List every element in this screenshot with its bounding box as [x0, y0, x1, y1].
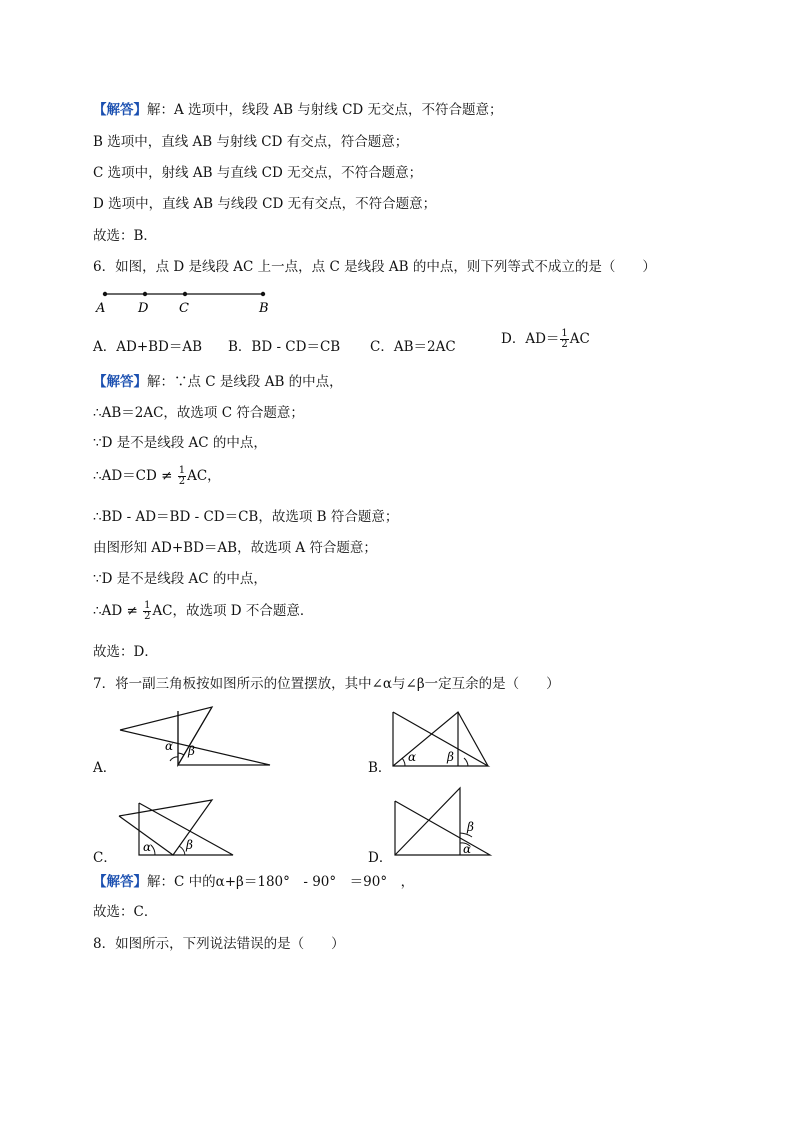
q7-figure-b	[388, 708, 492, 770]
q6-answer-line-6: 由图形知 AD+BD＝AB，故选项 A 符合题意；	[93, 540, 377, 556]
answer-intro: 解：∵点 C 是线段 AB 的中点，	[147, 374, 343, 390]
q6-answer-line-3: ∵D 是不是线段 AC 的中点，	[93, 435, 267, 451]
q6-answer-line-4	[93, 466, 221, 487]
q6-question: 6．如图，点 D 是线段 AC 上一点，点 C 是线段 AB 的中点，则下列等式不成立的是（ ）	[93, 259, 656, 275]
q5-text-1: A 选项中，线段 AB 与射线 CD 无交点，不符合题意；	[174, 102, 503, 118]
alpha-label: α	[463, 842, 472, 856]
q6-answer-line-8	[93, 601, 313, 622]
alpha-label: α	[408, 750, 417, 764]
alpha-label: α	[143, 840, 152, 854]
q7-answer-text: 解：C 中的α+β＝180° - 90° ＝90° ，	[147, 874, 415, 890]
q6-option-d-suffix: AC	[569, 331, 590, 347]
q6-option-a: A．AD+BD＝AB	[93, 339, 203, 355]
q7-figure-a	[115, 703, 275, 769]
point-d	[143, 292, 147, 296]
q6-answer-line-1	[93, 373, 343, 391]
s3-suffix: AC，	[187, 468, 221, 484]
q5-choose: 故选：B．	[93, 228, 157, 244]
triangle-a2	[178, 707, 212, 765]
q6-answer-line-2: ∴AB＝2AC，故选项 C 符合题意；	[93, 405, 304, 421]
q7-label-b: B．	[368, 760, 392, 776]
q6-option-d	[501, 327, 590, 350]
fraction-numerator: 1	[144, 600, 151, 611]
q6-answer-line-5: ∴BD - AD＝BD - CD＝CB，故选项 B 符合题意；	[93, 509, 399, 525]
q6-choose: 故选：D．	[93, 644, 158, 660]
triangle-c2	[119, 800, 212, 855]
answer-intro: 解：	[147, 102, 174, 118]
answer-tag: 【解答】	[93, 102, 147, 118]
q6-option-b: B．BD - CD＝CB	[228, 339, 341, 355]
label-d: D	[138, 301, 149, 316]
q7-figure-d	[390, 783, 494, 859]
alpha-label: α	[165, 739, 174, 753]
q6-answer-line-7: ∵D 是不是线段 AC 的中点，	[93, 571, 267, 587]
beta-label: β	[188, 744, 195, 758]
fraction-denominator: 2	[561, 339, 568, 350]
q5-answer-line-2: B 选项中，直线 AB 与射线 CD 有交点，符合题意；	[93, 134, 409, 150]
s7-prefix: ∴AD ≠	[93, 603, 143, 619]
q6-option-c: C．AB＝2AC	[370, 339, 456, 355]
beta-label: β	[467, 820, 474, 834]
q7-label-d: D．	[368, 850, 393, 866]
q7-question: 7．将一副三角板按如图所示的位置摆放，其中∠α与∠β一定互余的是（ ）	[93, 676, 560, 692]
fraction	[560, 329, 568, 350]
triangle-d2	[395, 788, 460, 855]
q7-answer	[93, 873, 414, 891]
point-b	[261, 292, 265, 296]
label-a: A	[96, 301, 106, 316]
label-b: B	[259, 301, 269, 316]
beta-label: β	[447, 750, 454, 764]
q5-answer-line-4: D 选项中，直线 AB 与线段 CD 无有交点，不符合题意；	[93, 196, 437, 212]
answer-tag: 【解答】	[93, 374, 147, 390]
point-a	[103, 292, 107, 296]
q7-figure-c	[115, 797, 237, 859]
fraction	[178, 466, 186, 487]
fraction-denominator: 2	[178, 476, 186, 487]
q7-label-a: A．	[93, 760, 117, 776]
q5-answer-line-3: C 选项中，射线 AB 与直线 CD 无交点，不符合题意；	[93, 165, 423, 181]
q6-segment-figure	[90, 284, 280, 318]
q6-option-d-prefix: D．AD＝	[501, 331, 560, 347]
point-c	[183, 292, 187, 296]
q8-question: 8．如图所示，下列说法错误的是（ ）	[93, 936, 345, 952]
answer-tag: 【解答】	[93, 874, 147, 890]
triangle-d1	[395, 801, 490, 855]
s7-suffix: AC，故选项 D 不合题意．	[152, 603, 314, 619]
q7-choose: 故选：C．	[93, 904, 158, 920]
fraction-numerator: 1	[178, 465, 186, 476]
beta-label: β	[186, 838, 193, 852]
fraction-denominator: 2	[144, 611, 151, 622]
q7-label-c: C．	[93, 850, 117, 866]
s3-prefix: ∴AD＝CD ≠	[93, 468, 177, 484]
label-c: C	[179, 301, 189, 316]
fraction	[143, 601, 151, 622]
q5-answer-line-1	[93, 101, 503, 119]
fraction-numerator: 1	[561, 328, 568, 339]
